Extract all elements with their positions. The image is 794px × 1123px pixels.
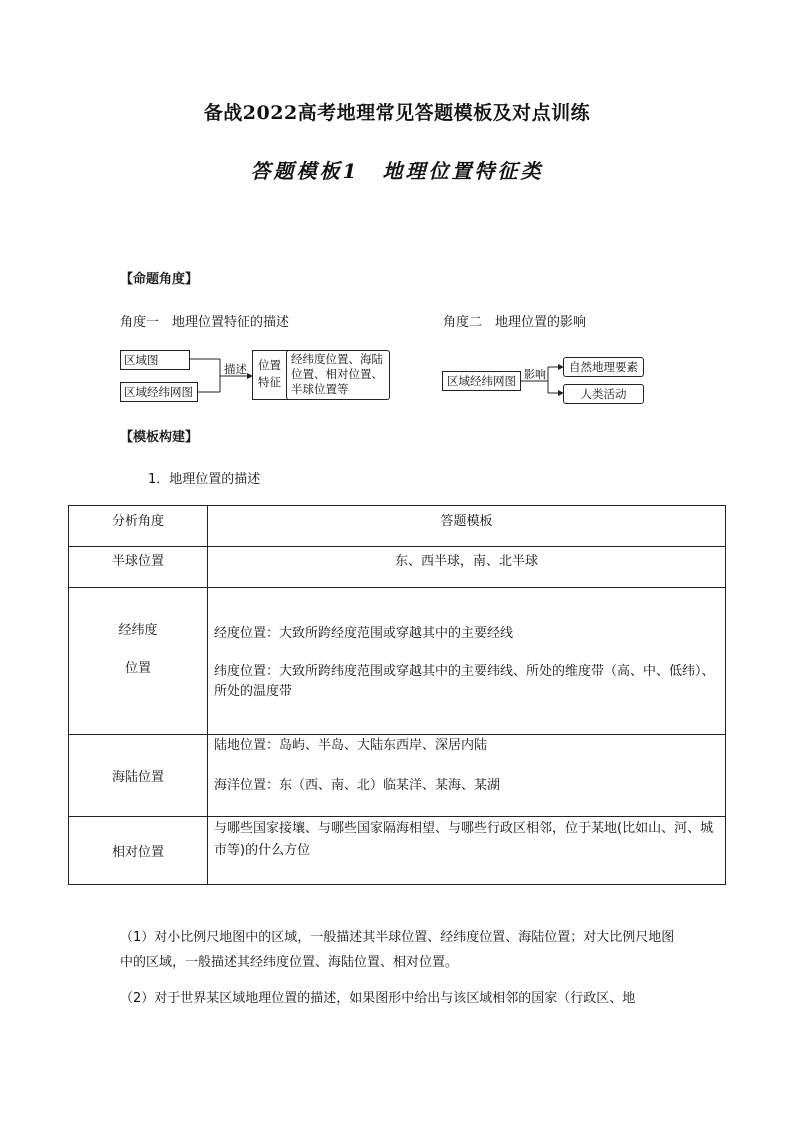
section-tag-angle: 【命题角度】 xyxy=(120,272,199,287)
table-header-cell: 答题模板 xyxy=(208,506,726,547)
document-subtitle: 答题模板1 地理位置特征类 xyxy=(250,159,544,183)
table-row xyxy=(69,588,726,735)
diagram1-input-bottom: 区域经纬网图 xyxy=(120,382,198,402)
table-header-row xyxy=(69,506,726,547)
table-cell-template xyxy=(208,588,726,735)
note-paragraph-2: （2）对于世界某区域地理位置的描述，如果图形中给出与该区域相邻的国家（行政区、地 xyxy=(120,991,636,1006)
table-cell-angle-line: 位置 xyxy=(124,661,151,676)
diagram2-arrow-label: 影响 xyxy=(524,368,546,381)
template-line: 陆地位置：岛屿、半岛、大陆东西岸、深居内陆 xyxy=(214,738,488,753)
document-title: 备战2022高考地理常见答题模板及对点训练 xyxy=(203,102,591,124)
template-line: 海洋位置：东（西、南、北）临某洋、某海、某湖 xyxy=(214,778,501,793)
subheading: 1．地理位置的描述 xyxy=(148,472,261,487)
diagram2-input: 区域经纬网图 xyxy=(442,371,521,391)
diagram2-output-bottom: 人类活动 xyxy=(563,384,644,404)
angle2-label: 角度二 地理位置的影响 xyxy=(443,315,587,330)
diagram2-output-top: 自然地理要素 xyxy=(563,357,644,377)
diagram1-center-box: 位置 特征 xyxy=(252,350,288,400)
table-cell-template: 东、西半球，南、北半球 xyxy=(208,547,726,588)
table-cell-angle: 海陆位置 xyxy=(69,735,208,817)
table-cell-angle-line: 经纬度 xyxy=(118,623,158,638)
note-paragraph-1: （1）对小比例尺地图中的区域，一般描述其半球位置、经纬度位置、海陆位置；对大比例尺地图中的区域，一般描述其经纬度位置、海陆位置、相对位置。 xyxy=(120,930,675,970)
table-cell-template: 与哪些国家接壤、与哪些国家隔海相望、与哪些行政区相邻，位于某地(比如山、河、城市等)的什么方位 xyxy=(208,817,726,885)
diagram1-input-top: 区域图 xyxy=(120,350,190,370)
table-row xyxy=(69,547,726,588)
table-cell-angle xyxy=(69,588,208,735)
table-row xyxy=(69,735,726,817)
table-header-cell: 分析角度 xyxy=(69,506,208,547)
section-tag-template: 【模板构建】 xyxy=(120,430,199,445)
table-cell-template xyxy=(208,735,726,817)
table-cell-angle: 相对位置 xyxy=(69,817,208,885)
template-line: 经度位置：大致所跨经度范围或穿越其中的主要经线 xyxy=(214,626,514,641)
angle1-label: 角度一 地理位置特征的描述 xyxy=(120,315,290,330)
table-cell-angle: 半球位置 xyxy=(69,547,208,588)
diagram1-arrow-label: 描述 xyxy=(224,362,247,376)
template-table xyxy=(68,505,726,885)
template-line: 纬度位置：大致所跨纬度范围或穿越其中的主要纬线、所处的维度带（高、中、低纬）、所处的温度带 xyxy=(214,664,715,699)
table-row xyxy=(69,817,726,885)
diagram1-result-box: 经纬度位置、海陆位置、相对位置、半球位置等 xyxy=(286,350,390,400)
